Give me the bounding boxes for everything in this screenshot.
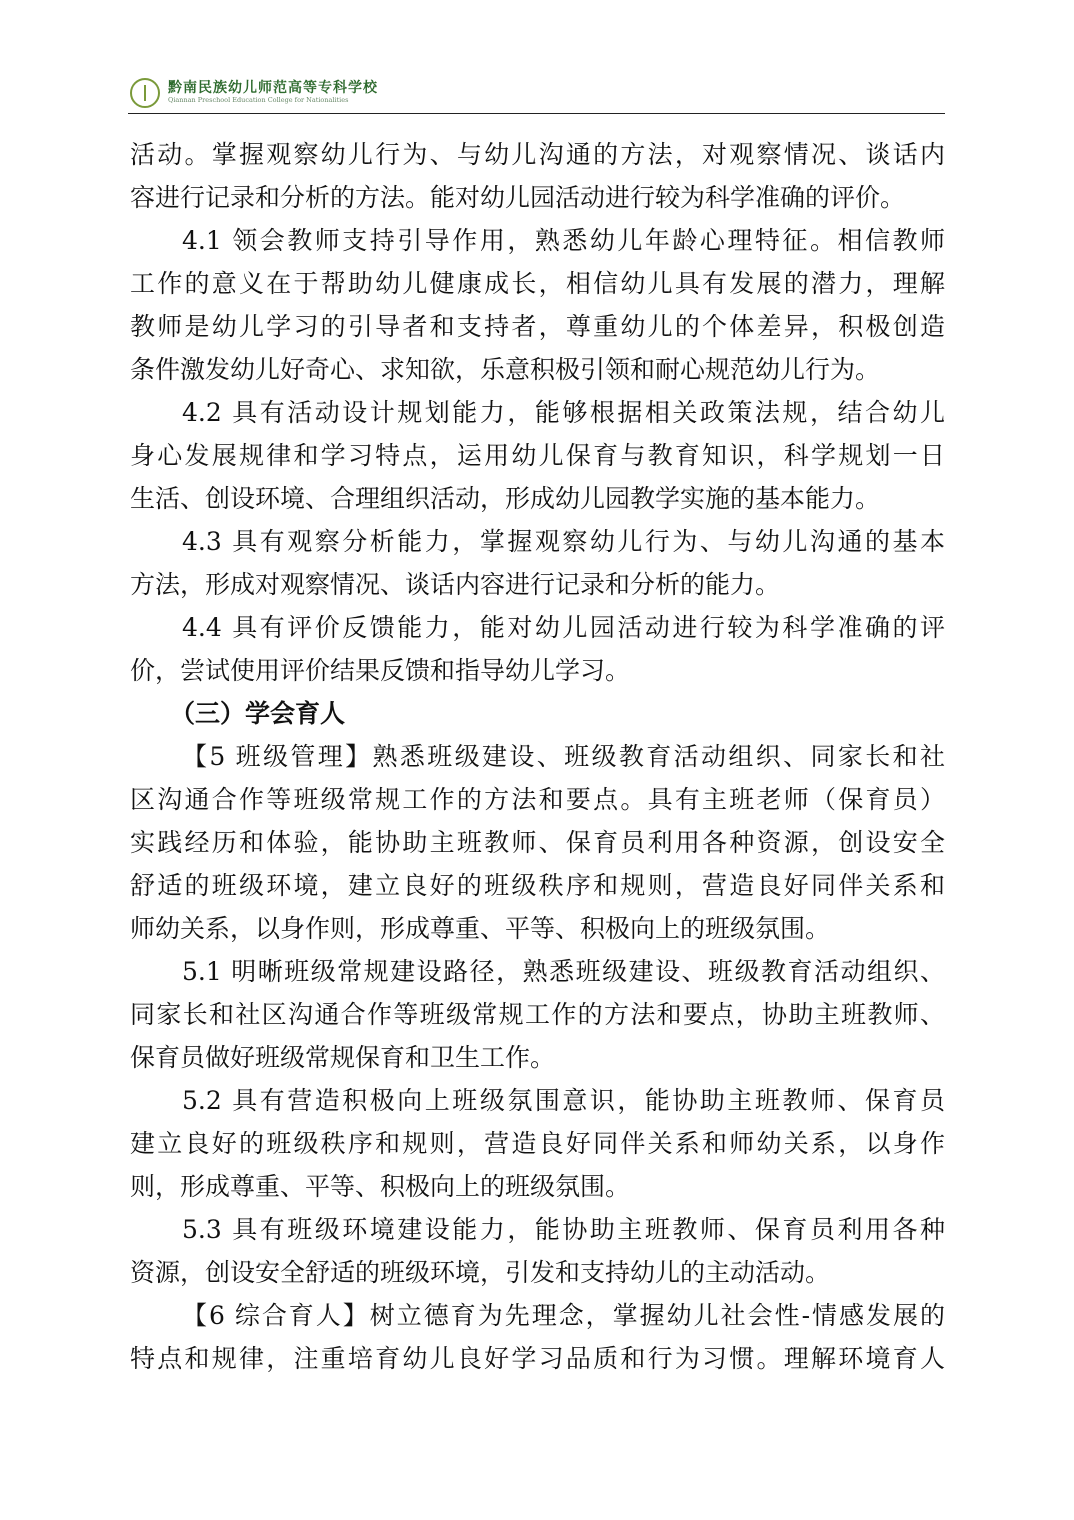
document-body [130, 133, 945, 1380]
paragraph [130, 1294, 945, 1380]
text-line: 活动。掌握观察幼儿行为、与幼儿沟通的方法，对观察情况、谈话内 [130, 140, 945, 169]
section-heading [130, 692, 945, 735]
text-line: 保育员做好班级常规保育和卫生工作。 [130, 1043, 556, 1072]
text-line: 特点和规律，注重培育幼儿良好学习品质和行为习惯。理解环境育人 [130, 1344, 945, 1373]
text-line: 4.3 具有观察分析能力，掌握观察幼儿行为、与幼儿沟通的基本 [182, 527, 945, 556]
header-divider [128, 113, 945, 114]
text-line: 【6 综合育人】树立德育为先理念，掌握幼儿社会性-情感发展的 [182, 1301, 945, 1330]
text-line: 4.1 领会教师支持引导作用，熟悉幼儿年龄心理特征。相信教师 [182, 226, 945, 255]
paragraph [130, 606, 945, 692]
text-line: 4.2 具有活动设计规划能力，能够根据相关政策法规，结合幼儿 [182, 398, 945, 427]
text-line: 4.4 具有评价反馈能力，能对幼儿园活动进行较为科学准确的评 [182, 613, 945, 642]
paragraph [130, 219, 945, 391]
text-line: 则，形成尊重、平等、积极向上的班级氛围。 [130, 1172, 631, 1201]
text-line: 区沟通合作等班级常规工作的方法和要点。具有主班老师（保育员） [130, 785, 945, 814]
text-line: 建立良好的班级秩序和规则，营造良好同伴关系和师幼关系，以身作 [130, 1129, 945, 1158]
text-line: 5.1 明晰班级常规建设路径，熟悉班级建设、班级教育活动组织、 [182, 957, 945, 986]
paragraph [130, 1079, 945, 1208]
text-line: 容进行记录和分析的方法。能对幼儿园活动进行较为科学准确的评价。 [130, 183, 906, 212]
paragraph [130, 520, 945, 606]
page-header [128, 74, 945, 114]
text-line: 身心发展规律和学习特点，运用幼儿保育与教育知识，科学规划一日 [130, 441, 945, 470]
text-line: 教师是幼儿学习的引导者和支持者，尊重幼儿的个体差异，积极创造 [130, 312, 945, 341]
text-line: 条件激发幼儿好奇心、求知欲，乐意积极引领和耐心规范幼儿行为。 [130, 355, 881, 384]
paragraph [130, 391, 945, 520]
school-name-cn: 黔南民族幼儿师范高等专科学校 [168, 80, 378, 96]
text-line: 5.2 具有营造积极向上班级氛围意识，能协助主班教师、保育员 [182, 1086, 945, 1115]
text-line: 5.3 具有班级环境建设能力，能协助主班教师、保育员利用各种 [182, 1215, 945, 1244]
paragraph [130, 1208, 945, 1294]
text-line: 生活、创设环境、合理组织活动，形成幼儿园教学实施的基本能力。 [130, 484, 881, 513]
text-line: 师幼关系，以身作则，形成尊重、平等、积极向上的班级氛围。 [130, 914, 831, 943]
paragraph [130, 735, 945, 950]
text-line: （三）学会育人 [170, 699, 346, 728]
text-line: 同家长和社区沟通合作等班级常规工作的方法和要点，协助主班教师、 [130, 1000, 945, 1029]
paragraph [130, 133, 945, 219]
text-line: 【5 班级管理】熟悉班级建设、班级教育活动组织、同家长和社 [182, 742, 945, 771]
paragraph [130, 950, 945, 1079]
text-line: 实践经历和体验，能协助主班教师、保育员利用各种资源，创设安全 [130, 828, 945, 857]
school-name-en: Qiannan Preschool Education College for Nationalities [168, 96, 349, 104]
school-emblem-icon [130, 78, 160, 108]
text-line: 资源，创设安全舒适的班级环境，引发和支持幼儿的主动活动。 [130, 1258, 831, 1287]
text-line: 方法，形成对观察情况、谈话内容进行记录和分析的能力。 [130, 570, 781, 599]
text-line: 舒适的班级环境，建立良好的班级秩序和规则，营造良好同伴关系和 [130, 871, 945, 900]
text-line: 工作的意义在于帮助幼儿健康成长，相信幼儿具有发展的潜力，理解 [130, 269, 945, 298]
text-line: 价，尝试使用评价结果反馈和指导幼儿学习。 [130, 656, 631, 685]
